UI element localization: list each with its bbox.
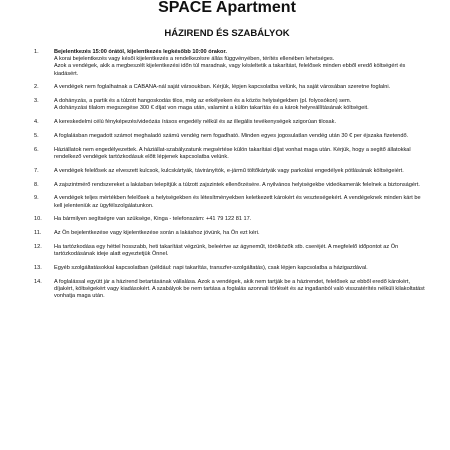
rule-paragraph: A kereskedelmi célú fényképezés/videózás írásos engedély nélkül és az illegális tevékenységek szigorúan tilosak. (54, 119, 337, 126)
rule-number: 13. (34, 264, 42, 271)
rule-item (28, 244, 426, 258)
rule-number: 3. (34, 98, 39, 105)
document-subtitle: HÁZIREND ÉS SZABÁLYOK (164, 28, 290, 39)
rule-body (54, 265, 426, 272)
rule-number: 9. (34, 195, 39, 202)
rule-body (54, 195, 426, 209)
rule-number: 6. (34, 146, 39, 153)
document-title: SPACE Apartment (158, 0, 296, 16)
rule-item (28, 49, 426, 78)
rule-body (54, 244, 426, 258)
rule-body (54, 119, 426, 126)
rule-body (54, 49, 426, 78)
rule-paragraph: Háziállatok nem engedélyezettek. A háziállat-szabályzatunk megsértése külön takarítási díjat vonhat maga után. Kérjük, hogy a segítő állatokkal rendelkező vendégek tartózkodásuk előtt lépjenek kapcsolatba velünk. (54, 146, 411, 160)
rule-body (54, 182, 426, 189)
rule-item (28, 195, 426, 209)
rule-paragraph: A vendégek nem foglalhatnak a CABANA-nál saját vársoukban. Kérjük, lépjen kapcsolatba velünk, ha saját városában szeretne foglalni. (54, 84, 391, 91)
rule-number: 4. (34, 119, 39, 126)
rule-body (54, 98, 426, 112)
rule-paragraph: Bejelentkezés 15:00 órától, kijelentkezés legkésőbb 10:00 órakor. (54, 49, 227, 55)
rule-number: 10. (34, 216, 42, 223)
rule-item (28, 98, 426, 112)
rule-item (28, 279, 426, 301)
rule-paragraph: A vendégek teljes mértékben felelősek a helyiségekben és létesítményekben keletkezett károkért és veszteségekért. A vendégeknek minden kárt be kell jelenteniük az ügyfélszolgálatunkon. (54, 195, 421, 209)
rule-item (28, 168, 426, 175)
rule-body (54, 279, 426, 301)
rule-number: 7. (34, 167, 39, 174)
rule-paragraph: Azok a vendégek, akik a megbeszélt kijelentkezési időn túl maradnak, vagy késleltetik a takarítást, felelősek minden ebből eredő költségért és kiadásért. (54, 63, 406, 77)
rule-item (28, 265, 426, 272)
rule-number: 14. (34, 278, 42, 285)
rule-number: 2. (34, 84, 39, 91)
rule-item (28, 84, 426, 91)
rule-number: 8. (34, 181, 39, 188)
rule-number: 1. (34, 49, 39, 55)
rule-paragraph: Ha bármilyen segítségre van szüksége, Kinga - telefonszám: +41 79 122 81 17. (54, 216, 252, 223)
rule-item (28, 216, 426, 223)
rule-item (28, 230, 426, 237)
rule-item (28, 119, 426, 126)
rule-body (54, 133, 426, 140)
rule-body (54, 168, 426, 175)
rule-paragraph: A dohányzási tilalom megszegése 300 € díjat von maga után, valamint a külön takarítás és a károk helyreállításának költségeit. (54, 105, 369, 112)
rule-paragraph: A vendégek felelősek az elveszett kulcsok, kulcskártyák, távirányítók, e-jármű töltőkártyák vagy parkolási engedélyek pótlásának költségeiért. (54, 167, 404, 174)
rule-number: 11. (34, 230, 42, 237)
rule-paragraph: Ha tartózkodása egy héttel hosszabb, heti takarítást végzünk, beleértve az ágyneműt, törölközők stb. cseréjét. A megfelelő időpontot az Ön tartózkodásának ideje alatt egyeztetjük Önnel. (54, 243, 399, 258)
rules-list (28, 49, 426, 300)
rule-body (54, 230, 426, 237)
rule-item (28, 147, 426, 161)
rule-paragraph: A dohányzás, a partik és a túlzott hangoskodás tilos, még az erkélyeken és a közös helyiségekben (pl. folyosókon) sem. (54, 98, 352, 105)
rule-paragraph: A foglalással együtt jár a házirend betartásának vállalása. Azok a vendégek, akik nem tartják be a házirendet, felelősek az ebből eredő károkért, díjakért, költségekért vagy kiadásokért. A szabályok be nem tartása a foglalás azonnali törlését és az ingatlanból való visszatérítés nélküli kilakoltatást vonhatja maga után. (54, 278, 425, 300)
rule-paragraph: A zajszintmérő rendszereket a lakásban telepítjük a túlzott zajszintek ellenőrzésére. A nyilvános helyiségekbe videókamerák felelnek a biztonságért. (54, 181, 420, 188)
rule-paragraph: A foglalásban megadott számot meghaladó számú vendég nem fogadható. Minden egyes jogosulatlan vendég után 30 € per éjszaka fizetendő. (54, 133, 409, 139)
rule-paragraph: Egyéb szolgáltatásokkal kapcsolatban (például: napi takarítás, transzfer-szolgáltatás), csak lépjen kapcsolatba a házigazdával. (54, 264, 368, 271)
rule-item (28, 133, 426, 140)
rule-item (28, 182, 426, 189)
rule-body (54, 147, 426, 161)
rule-body (54, 84, 426, 91)
rule-number: 12. (34, 243, 42, 250)
rule-paragraph: A korai bejelentkezés vagy késői kijelentkezés a rendelkezésre állás függvényében, térítés ellenében lehetséges. (54, 56, 335, 63)
rule-body (54, 216, 426, 223)
rule-paragraph: Az Ön bejelentkezése vagy kijelentkezése során a lakáshoz jövünk, ha Ön ezt kéri. (54, 230, 260, 237)
rule-number: 5. (34, 133, 39, 139)
